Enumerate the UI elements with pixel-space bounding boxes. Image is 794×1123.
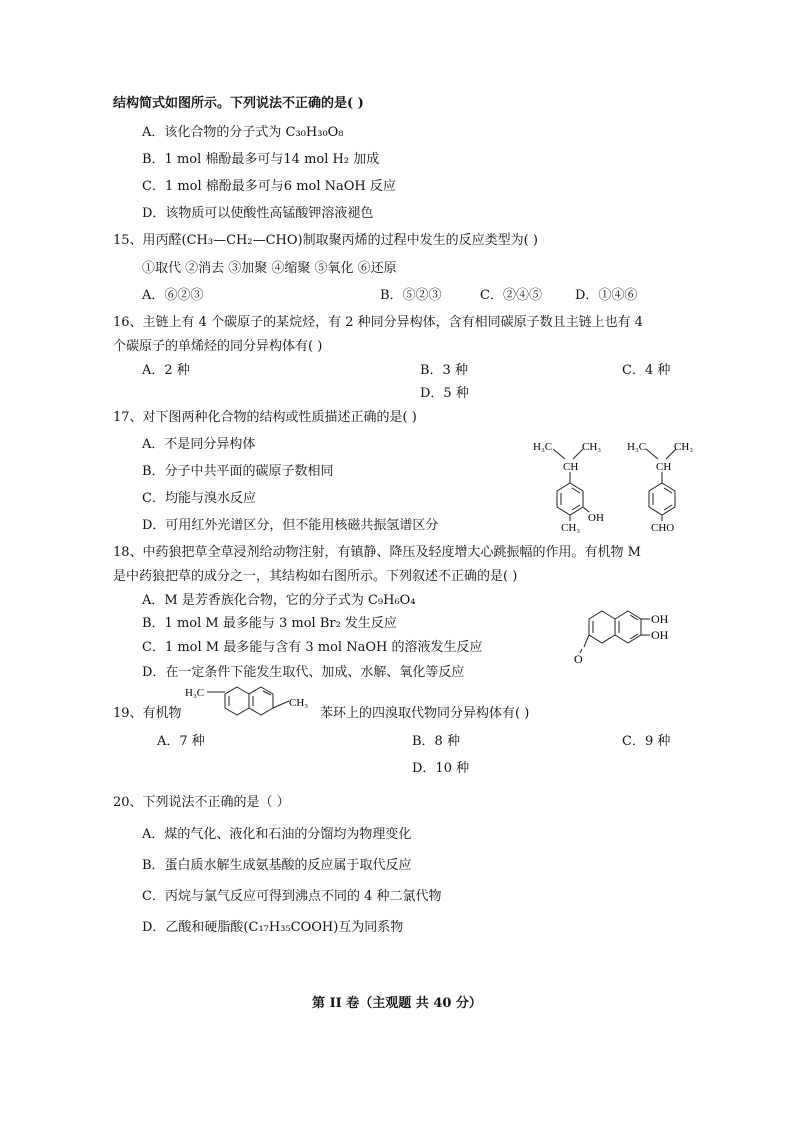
q19-option-b: B．8 种 [412,734,460,749]
mol1-oh-label: OH [588,512,604,524]
q17-option-c: C．均能与溴水反应 [142,491,256,506]
q16-option-a: A．2 种 [142,363,190,378]
q19-h3c-label: H₃C [185,687,205,699]
q18-oh-bottom-label: OH [651,628,669,642]
q18-stem-line1: 18、中药狼把草全草浸剂给动物注射，有镇静、降压及轻度增大心跳振幅的作用。有机物 M [113,545,641,560]
q19-stem-post: 苯环上的四溴取代物同分异构体有( ) [320,706,530,721]
q20-stem: 20、下列说法不正确的是（ ） [113,795,290,810]
mol2-h3c-label: H₃C [627,441,647,453]
q20-option-a: A．煤的气化、液化和石油的分馏均为物理变化 [142,827,412,842]
q19-structure [185,683,320,723]
mol1-ch3-bottom-label: CH₃ [561,522,581,533]
q18-stem-line2: 是中药狼把草的成分之一，其结构如右图所示。下列叙述不正确的是( ) [113,569,518,584]
q18-carbonyl-o-label: O [574,652,583,666]
mol2-ch-label: CH [656,461,672,473]
mol2-ch3-label: CH₃ [674,441,694,453]
section-title: 第 II 卷（主观题 共 40 分） [312,996,482,1011]
q19-option-a: A．7 种 [157,734,205,749]
q20-option-c: C．丙烷与氯气反应可得到沸点不同的 4 种二氯代物 [142,889,442,904]
q15-option-a: A．⑥②③ [142,288,204,303]
q15-option-c: C．②④⑤ [480,288,542,303]
q16-stem-line2: 个碳原子的单烯烃的同分异构体有( ) [113,339,323,354]
mol1-h3c-label: H₃C [533,441,553,453]
q19-stem-pre: 19、有机物 [113,706,182,721]
q18-oh-top-label: OH [651,612,669,626]
q18-option-b: B．1 mol M 最多能与 3 mol Br₂ 发生反应 [142,616,397,631]
q15-option-b: B．⑤②③ [380,288,442,303]
q19-option-c: C．9 种 [622,734,671,749]
mol2-cho-label: CHO [651,522,675,533]
q17-stem: 17、对下图两种化合物的结构或性质描述正确的是( ) [113,410,417,425]
q17-option-a: A．不是同分异构体 [142,437,256,452]
q18-option-d: D．在一定条件下能发生取代、加成、水解、氧化等反应 [142,665,465,680]
q15-option-d: D．①④⑥ [575,288,638,303]
q16-option-b: B．3 种 [420,363,468,378]
q14-option-b: B．1 mol 棉酚最多可与14 mol H₂ 加成 [142,152,380,167]
q19-ch3-label: CH₃ [289,697,309,709]
q18-structure [568,605,698,670]
q14-option-c: C．1 mol 棉酚最多可与6 mol NaOH 反应 [142,179,396,194]
q14-option-d: D．该物质可以使酸性高锰酸钾溶液褪色 [142,206,374,221]
q19-option-d: D．10 种 [412,761,470,776]
q14-option-a: A．该化合物的分子式为 C₃₀H₃₀O₈ [142,125,344,140]
q14-stem: 结构简式如图所示。下列说法不正确的是( ) [113,96,364,111]
q15-stem: 15、用丙醛(CH₃—CH₂—CHO)制取聚丙烯的过程中发生的反应类型为( ) [113,233,538,248]
q17-option-d: D．可用红外光谱区分，但不能用核磁共振氢谱区分 [142,518,439,533]
q16-stem-line1: 16、主链上有 4 个碳原子的某烷烃，有 2 种同分异构体，含有相同碳原子数且主链上也有 4 [113,315,644,330]
mol1-ch3-label: CH₃ [582,441,602,453]
q18-option-a: A．M 是芳香族化合物，它的分子式为 C₉H₆O₄ [142,593,416,608]
q20-option-b: B．蛋白质水解生成氨基酸的反应属于取代反应 [142,858,412,873]
q17-structure-1 [525,433,625,533]
q17-option-b: B．分子中共平面的碳原子数相同 [142,464,334,479]
q16-option-c: C．4 种 [622,363,671,378]
q15-reaction-list: ①取代 ②消去 ③加聚 ④缩聚 ⑤氧化 ⑥还原 [142,261,397,276]
q17-structure-2 [622,433,702,533]
q18-option-c: C．1 mol M 最多能与含有 3 mol NaOH 的溶液发生反应 [142,640,483,655]
mol1-ch-label: CH [563,461,579,473]
q16-option-d: D．5 种 [420,386,469,401]
q20-option-d: D．乙酸和硬脂酸(C₁₇H₃₅COOH)互为同系物 [142,920,404,935]
